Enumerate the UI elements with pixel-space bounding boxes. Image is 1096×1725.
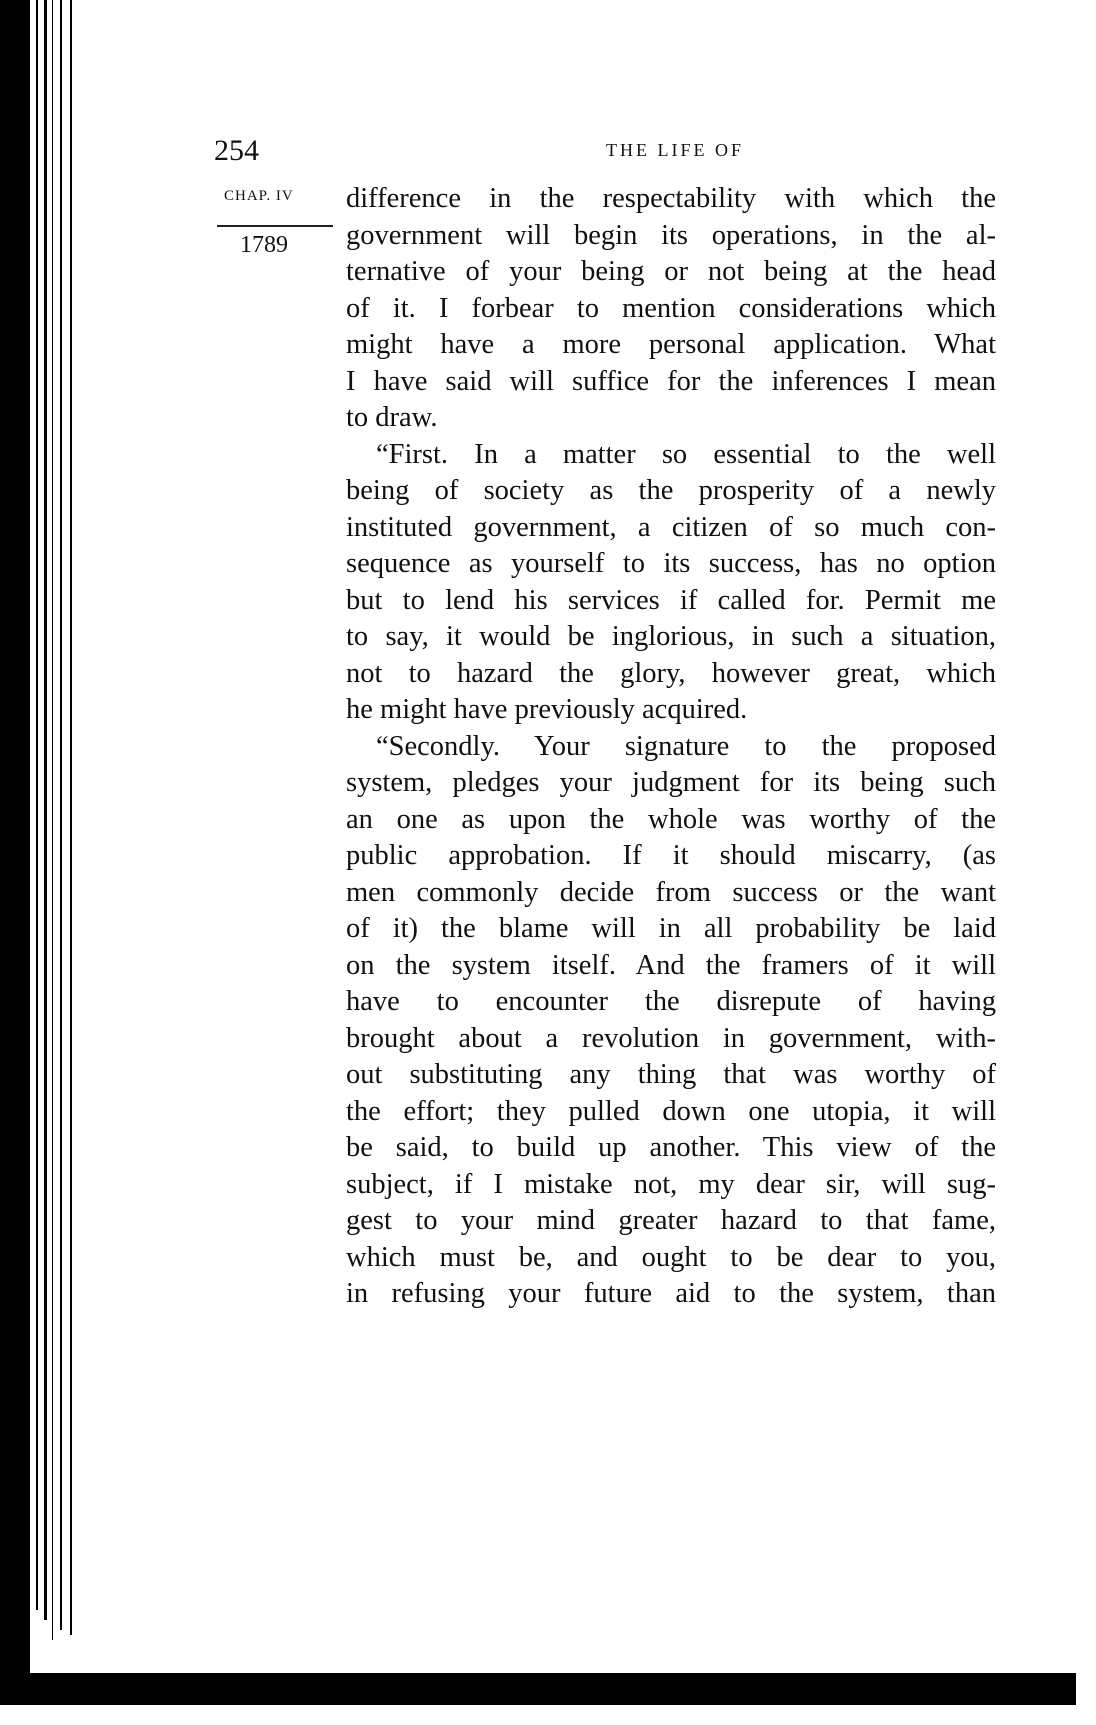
text-line: I have said will suffice for the inferences I mean <box>346 365 996 397</box>
text-line: be said, to build up another. This view of the <box>346 1132 996 1163</box>
scan-edge-line <box>44 0 47 1620</box>
body-text <box>346 181 996 1313</box>
text-line: which must be, and ought to be dear to you, <box>346 1241 996 1273</box>
text-line: gest to your mind greater hazard to that fame, <box>346 1205 996 1236</box>
text-line: to draw. <box>346 402 438 433</box>
margin-chapter: CHAP. IV <box>224 188 294 204</box>
text-line: of it. I forbear to mention considerations which <box>346 292 996 324</box>
margin-rule <box>217 225 333 227</box>
text-line: out substituting any thing that was worthy of <box>346 1059 996 1090</box>
text-line: subject, if I mistake not, my dear sir, will sug- <box>346 1168 996 1200</box>
text-line: but to lend his services if called for. Permit me <box>346 584 996 616</box>
text-line: in refusing your future aid to the system, than <box>346 1278 996 1309</box>
text-line: system, pledges your judgment for its being such <box>346 767 996 798</box>
page-number: 254 <box>214 134 259 167</box>
text-line: not to hazard the glory, however great, which <box>346 657 996 689</box>
running-head: THE LIFE OF <box>606 140 744 160</box>
margin-year: 1789 <box>240 232 288 258</box>
text-line: on the system itself. And the framers of it will <box>346 949 996 981</box>
text-line: government will begin its operations, in the al- <box>346 219 996 251</box>
scan-edge-line <box>70 0 72 1635</box>
text-line: public approbation. If it should miscarry, (as <box>346 840 996 871</box>
text-line: instituted government, a citizen of so much con- <box>346 511 996 543</box>
scan-edge-line <box>36 0 38 1610</box>
text-line: being of society as the prosperity of a newly <box>346 475 996 506</box>
scan-edge-line <box>52 0 53 1640</box>
text-line: difference in the respectability with which the <box>346 183 996 214</box>
scan-edge-bottom <box>0 1673 1076 1705</box>
text-line: “First. In a matter so essential to the well <box>376 438 996 470</box>
text-line: “Secondly. Your signature to the proposed <box>376 730 996 762</box>
scan-edge-line <box>60 0 62 1630</box>
text-line: men commonly decide from success or the want <box>346 876 996 908</box>
text-line: the effort; they pulled down one utopia, it will <box>346 1095 996 1127</box>
text-line: brought about a revolution in government, with- <box>346 1022 996 1054</box>
text-line: of it) the blame will in all probability be laid <box>346 913 996 944</box>
text-line: to say, it would be inglorious, in such a situation, <box>346 621 996 652</box>
text-line: an one as upon the whole was worthy of the <box>346 803 996 835</box>
text-line: ternative of your being or not being at the head <box>346 256 996 287</box>
text-line: might have a more personal application. What <box>346 329 996 360</box>
scan-edge-left <box>0 0 30 1705</box>
text-line: have to encounter the disrepute of having <box>346 986 996 1017</box>
text-line: he might have previously acquired. <box>346 694 748 725</box>
text-line: sequence as yourself to its success, has no option <box>346 548 996 579</box>
